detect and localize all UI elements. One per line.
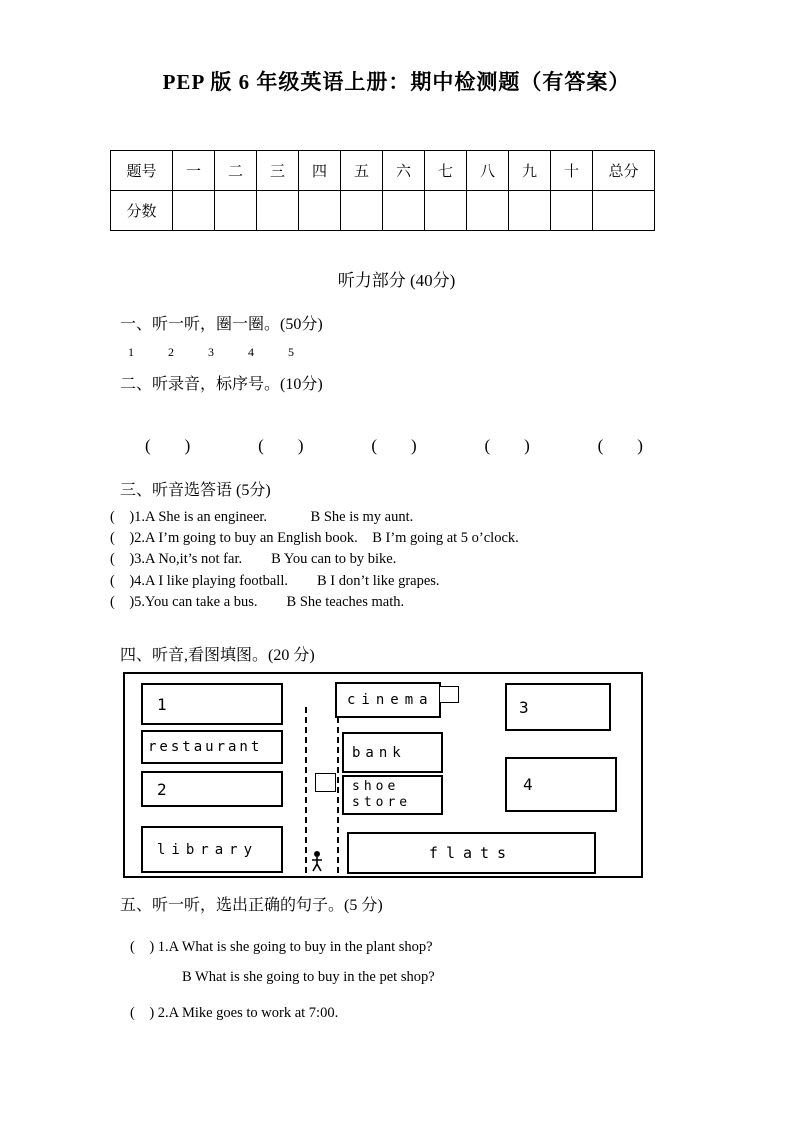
part1-number: 1 <box>128 345 134 359</box>
part3-question: ( )1.A She is an engineer. B She is my aunt. <box>110 509 414 525</box>
score-table-header-row <box>111 151 655 191</box>
answer-blank: ( ) <box>597 436 643 455</box>
score-cell-empty <box>341 191 383 231</box>
score-cell-empty <box>425 191 467 231</box>
part5-question-2a: ( ) 2.A Mike goes to work at 7:00. <box>130 1005 339 1021</box>
score-cell-empty <box>173 191 215 231</box>
part1-number: 2 <box>168 345 174 359</box>
score-table-col-header: 十 <box>551 151 593 191</box>
part3-question: ( )2.A I’m going to buy an English book. B I’m going at 5 o’clock. <box>110 530 519 547</box>
score-table <box>110 150 655 231</box>
score-table-col-header: 八 <box>467 151 509 191</box>
page-title: PEP 版 6 年级英语上册：期中检测题（有答案） <box>162 70 631 94</box>
score-cell-empty <box>551 191 593 231</box>
score-table-col-header: 四 <box>299 151 341 191</box>
map-restaurant-box: restaurant <box>141 730 283 764</box>
score-table-total-header: 总分 <box>593 151 655 191</box>
part1-number: 4 <box>248 345 254 359</box>
score-table-col-header: 一 <box>173 151 215 191</box>
score-cell-empty <box>299 191 341 231</box>
part4-title: 四、听音,看图填图。(20 分) <box>120 647 315 664</box>
listening-section-title: 听力部分 (40分) <box>337 271 456 290</box>
answer-blank: ( ) <box>484 436 530 455</box>
shoe-store-line1: shoe <box>352 779 400 795</box>
part3-question: ( )4.A I like playing football. B I don’t like grapes. <box>110 572 440 589</box>
part2-answer-blanks <box>145 431 643 456</box>
map-blank-box-2: 2 <box>141 771 283 807</box>
score-table-col-header: 七 <box>425 151 467 191</box>
answer-blank: ( ) <box>258 436 304 455</box>
part5-question-1a: ( ) 1.A What is she going to buy in the plant shop? <box>130 939 433 955</box>
map-blank-box-4: 4 <box>505 757 617 812</box>
person-icon <box>310 850 324 872</box>
part5-title: 五、听一听，选出正确的句子。(5 分) <box>120 897 383 914</box>
score-cell-empty <box>383 191 425 231</box>
small-sign-box-1 <box>439 686 459 703</box>
shoe-store-line2: store <box>352 795 412 810</box>
small-sign-box-2 <box>315 773 336 792</box>
score-row-label: 分数 <box>111 191 173 231</box>
part1-number: 5 <box>288 345 294 359</box>
score-table-col-header: 九 <box>509 151 551 191</box>
road-dashed-line-right <box>337 707 339 873</box>
road-dashed-line-left <box>305 707 307 873</box>
score-cell-empty <box>593 191 655 231</box>
score-table-corner-label: 题号 <box>111 151 173 191</box>
map-cinema-box: cinema <box>335 682 441 718</box>
map-bank-box: bank <box>342 732 443 773</box>
map-library-box: library <box>141 826 283 873</box>
score-cell-empty <box>509 191 551 231</box>
part3-question-list <box>110 507 519 613</box>
part3-title: 三、听音选答语 (5分) <box>120 482 271 499</box>
map-blank-box-3: 3 <box>505 683 611 731</box>
score-cell-empty <box>215 191 257 231</box>
map-flats-box: flats <box>347 832 596 874</box>
score-table-score-row <box>111 191 655 231</box>
answer-blank: ( ) <box>371 436 417 455</box>
score-cell-empty <box>467 191 509 231</box>
part1-title: 一、听一听，圈一圈。(50分) <box>120 316 323 333</box>
part5-question-1b: B What is she going to buy in the pet shop? <box>182 969 435 985</box>
part2-title: 二、听录音，标序号。(10分) <box>120 376 323 393</box>
part3-question: ( )3.A No,it’s not far. B You can to by bike. <box>110 551 397 568</box>
part1-item-numbers <box>128 345 325 360</box>
map-figure <box>123 672 643 878</box>
score-table-col-header: 五 <box>341 151 383 191</box>
part1-number: 3 <box>208 345 214 359</box>
map-shoe-store-box <box>342 775 443 815</box>
answer-blank: ( ) <box>145 436 191 455</box>
part3-question: ( )5.You can take a bus. B She teaches math. <box>110 593 405 610</box>
score-table-col-header: 二 <box>215 151 257 191</box>
score-cell-empty <box>257 191 299 231</box>
score-table-col-header: 六 <box>383 151 425 191</box>
map-blank-box-1: 1 <box>141 683 283 725</box>
score-table-col-header: 三 <box>257 151 299 191</box>
